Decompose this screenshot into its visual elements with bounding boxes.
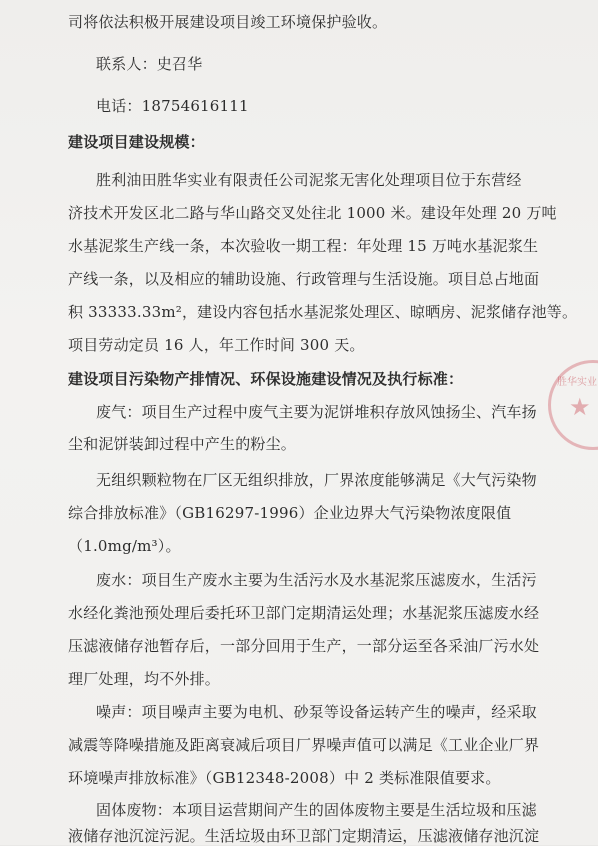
red-seal (548, 360, 598, 450)
text-line: 产线一条，以及相应的辅助设施、行政管理与生活设施。项目总占地面 (68, 270, 540, 288)
text-line: 尘和泥饼装卸过程中产生的粉尘。 (68, 435, 297, 453)
text-line: 减震等降噪措施及距离衰减后项目厂界噪声值可以满足《工业企业厂界 (68, 736, 540, 754)
text-line: 水基泥浆生产线一条，本次验收一期工程：年处理 15 万吨水基泥浆生 (68, 237, 539, 255)
text-line: 济技术开发区北二路与华山路交叉处往北 1000 米。建设年处理 20 万吨 (68, 204, 557, 222)
text-line: 水经化粪池预处理后委托环卫部门定期清运处理；水基泥浆压滤废水经 (68, 604, 540, 622)
text-line: 司将依法积极开展建设项目竣工环境保护验收。 (68, 13, 388, 31)
text-line: 废水：项目生产废水主要为生活污水及水基泥浆压滤废水，生活污 (96, 571, 537, 589)
contact-person: 联系人：史召华 (96, 55, 203, 73)
text-line: 液储存池沉淀污泥。生活垃圾由环卫部门定期清运，压滤液储存池沉淀 (68, 827, 540, 845)
text-line: （1.0mg/m³）。 (68, 537, 181, 555)
text-line: 噪声：项目噪声主要为电机、砂泵等设备运转产生的噪声，经采取 (96, 703, 537, 721)
seal-text: 胜华实业 (557, 377, 597, 388)
text-line: 胜利油田胜华实业有限责任公司泥浆无害化处理项目位于东营经 (96, 171, 522, 189)
text-line: 综合排放标准》（GB16297-1996）企业边界大气污染物浓度限值 (68, 504, 512, 522)
section-heading: 建设项目建设规模： (68, 133, 205, 151)
text-line: 固体废物：本项目运营期间产生的固体废物主要是生活垃圾和压滤 (96, 801, 537, 819)
text-line: 无组织颗粒物在厂区无组织排放，厂界浓度能够满足《大气污染物 (96, 471, 537, 489)
section-heading: 建设项目污染物产排情况、环保设施建设情况及执行标准： (68, 370, 464, 388)
text-line: 理厂处理，均不外排。 (68, 670, 221, 688)
text-line: 项目劳动定员 16 人，年工作时间 300 天。 (68, 336, 365, 354)
star-icon: ★ (569, 393, 591, 421)
text-line: 压滤液储存池暂存后，一部分回用于生产，一部分运至各采油厂污水处 (68, 637, 540, 655)
text-line: 环境噪声排放标准》（GB12348-2008）中 2 类标准限值要求。 (68, 769, 501, 787)
contact-phone: 电话：18754616111 (96, 97, 249, 115)
text-line: 废气：项目生产过程中废气主要为泥饼堆积存放风蚀扬尘、汽车扬 (96, 403, 537, 421)
text-line: 积 33333.33m²，建设内容包括水基泥浆处理区、晾晒房、泥浆储存池等。 (68, 303, 578, 321)
